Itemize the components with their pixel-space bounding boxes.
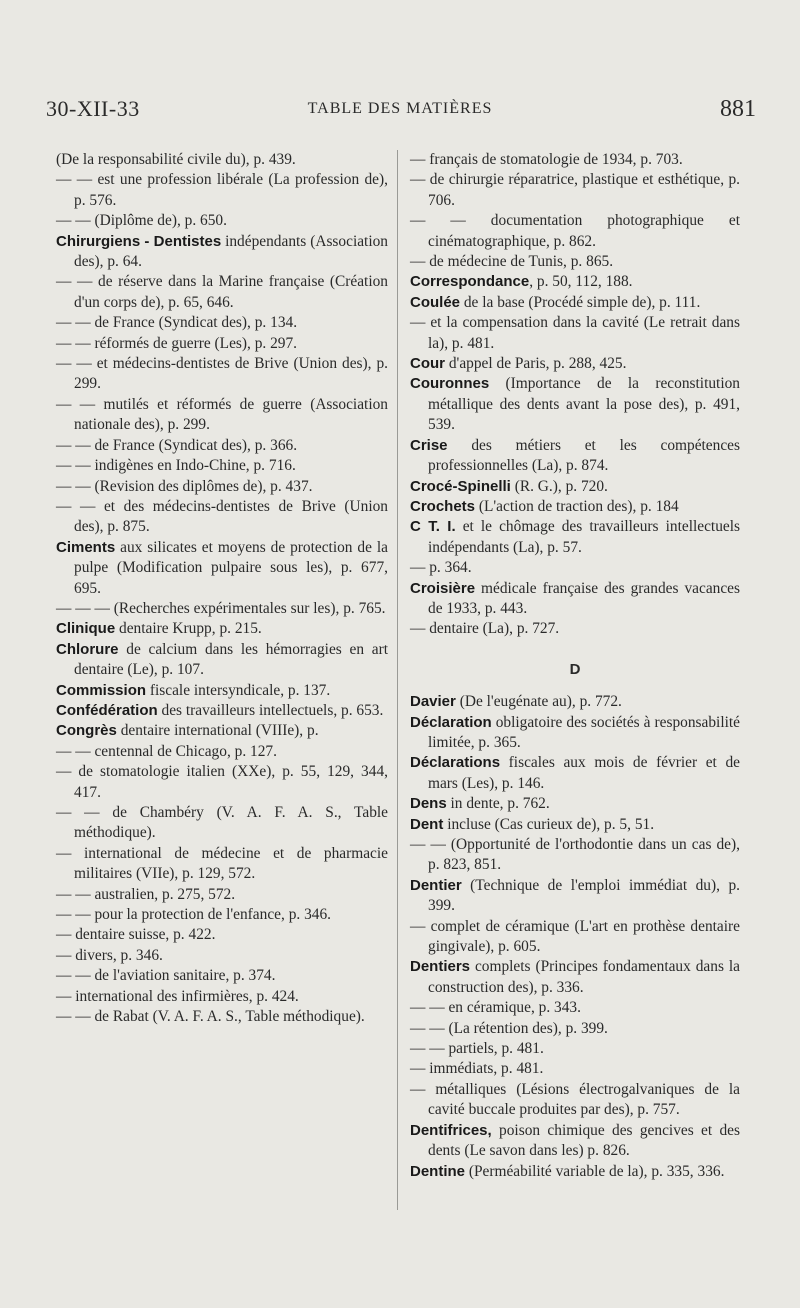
- entry-text: , p. 50, 112, 188.: [529, 273, 633, 291]
- index-entry: [410, 1019, 740, 1039]
- entry-text: — — (Diplôme de), p. 650.: [56, 212, 227, 230]
- index-entry: [410, 374, 740, 435]
- entry-text: — p. 364.: [410, 559, 472, 577]
- index-entry: [56, 844, 388, 885]
- entry-text: et le chômage des travailleurs intellectuels indépendants (La), p. 57.: [428, 518, 740, 556]
- index-entry: [410, 436, 740, 477]
- index-entry: [56, 354, 388, 395]
- index-entry: [56, 619, 388, 639]
- index-entry: [410, 211, 740, 252]
- index-entry: [410, 794, 740, 814]
- index-entry: [56, 905, 388, 925]
- entry-text: obligatoire des sociétés à responsabilité limitée, p. 365.: [428, 713, 740, 751]
- entry-keyword: Cour: [410, 355, 445, 373]
- index-entry: [56, 334, 388, 354]
- entry-text: — complet de céramique (L'art en prothèse dentaire gingivale), p. 605.: [410, 917, 740, 956]
- entry-text: — métalliques (Lésions électrogalvaniques de la cavité buccale produites par des), p. 757.: [410, 1080, 740, 1119]
- entry-keyword: Croisière: [410, 579, 476, 597]
- entry-text: — — et médecins-dentistes de Brive (Union des), p. 299.: [56, 355, 388, 393]
- index-entry: [410, 293, 740, 313]
- index-entry: [410, 957, 740, 998]
- entry-text: — — (Opportunité de l'orthodontie dans un cas de), p. 823, 851.: [410, 836, 740, 874]
- entry-text: — — — (Recherches expérimentales sur les), p. 765.: [56, 599, 386, 617]
- entry-text: poison chimique des gencives et des dents (Le savon dans les) p. 826.: [428, 1121, 740, 1160]
- entry-keyword: Confédération: [56, 701, 158, 719]
- entry-text: — — de réserve dans la Marine française (Création d'un corps de), p. 65, 646.: [56, 273, 388, 311]
- entry-text: — international des infirmières, p. 424.: [56, 987, 299, 1005]
- entry-text: des travailleurs intellectuels, p. 653.: [157, 701, 384, 719]
- index-entry: [410, 558, 740, 578]
- index-entry: [56, 232, 388, 273]
- index-entry: [56, 150, 388, 170]
- entry-text: — — de France (Syndicat des), p. 134.: [56, 314, 298, 332]
- index-entry: [410, 815, 740, 835]
- entry-text: (Perméabilité variable de la), p. 335, 336.: [465, 1162, 725, 1180]
- index-entry: [410, 753, 740, 794]
- entry-text: (Importance de la reconstitution métallique des dents avant la pose des), p. 491, 539.: [428, 375, 740, 434]
- entry-keyword: C T. I.: [410, 518, 456, 536]
- entry-keyword: Crocé-Spinelli: [410, 477, 511, 495]
- index-entry: [410, 497, 740, 517]
- column-divider: [397, 150, 398, 1210]
- entry-text: — de médecine de Tunis, p. 865.: [410, 253, 614, 271]
- entry-text: aux silicates et moyens de protection de la pulpe (Modification pulpaire sous les), p. 677, 695.: [74, 538, 388, 597]
- entry-keyword: Commission: [56, 681, 147, 699]
- index-entry: [410, 619, 740, 639]
- entry-text: — international de médecine et de pharmacie militaires (VIIe), p. 129, 572.: [56, 844, 388, 883]
- index-entry: [410, 170, 740, 211]
- entry-text: — — centennal de Chicago, p. 127.: [56, 742, 277, 760]
- index-entry: [410, 998, 740, 1018]
- index-entry: [56, 313, 388, 333]
- entry-keyword: Déclaration: [410, 713, 492, 731]
- index-entry: [56, 477, 388, 497]
- index-entry: [56, 803, 388, 844]
- entry-text: — — partiels, p. 481.: [410, 1040, 544, 1058]
- page-number: 881: [720, 96, 756, 122]
- index-entry: [56, 946, 388, 966]
- index-entry: [410, 1059, 740, 1079]
- entry-keyword: Dentifrices,: [410, 1121, 492, 1139]
- index-entry: [56, 762, 388, 803]
- entry-text: médicale française des grandes vacances de 1933, p. 443.: [428, 579, 740, 617]
- entry-keyword: Dens: [410, 795, 447, 813]
- entry-text: — dentaire (La), p. 727.: [410, 620, 560, 638]
- entry-text: — — de l'aviation sanitaire, p. 374.: [56, 967, 276, 985]
- entry-keyword: Crochets: [410, 497, 476, 515]
- index-entry: [410, 876, 740, 917]
- entry-text: — de stomatologie italien (XXe), p. 55, 129, 344, 417.: [56, 763, 388, 801]
- entry-text: d'appel de Paris, p. 288, 425.: [445, 355, 627, 373]
- running-header: [0, 96, 800, 130]
- entry-text: in dente, p. 762.: [446, 795, 550, 813]
- entry-text: — — (La rétention des), p. 399.: [410, 1019, 608, 1037]
- entry-text: — dentaire suisse, p. 422.: [56, 926, 216, 944]
- index-entry: [56, 701, 388, 721]
- entry-text: dentaire Krupp, p. 215.: [115, 620, 262, 638]
- index-entry: [56, 925, 388, 945]
- entry-text: — — et des médecins-dentistes de Brive (Union des), p. 875.: [56, 497, 388, 536]
- entry-text: (De l'eugénate au), p. 772.: [455, 693, 622, 711]
- entry-text: indépendants (Association des), p. 64.: [74, 232, 389, 271]
- entry-text: — — indigènes en Indo-Chine, p. 716.: [56, 457, 296, 475]
- entry-keyword: Ciments: [56, 538, 116, 556]
- index-entry: [56, 742, 388, 762]
- index-entry: [410, 835, 740, 876]
- entry-text: fiscales aux mois de février et de mars (Les), p. 146.: [428, 754, 740, 792]
- index-entry: [410, 579, 740, 620]
- index-entry: [56, 599, 388, 619]
- index-entry: [410, 252, 740, 272]
- entry-keyword: Dentine: [410, 1162, 466, 1180]
- entry-text: (L'action de traction des), p. 184: [475, 497, 679, 515]
- entry-keyword: Dentiers: [410, 958, 471, 976]
- entry-text: — divers, p. 346.: [56, 946, 163, 964]
- entry-text: (Technique de l'emploi immédiat du), p. 399.: [428, 876, 740, 915]
- entry-keyword: Chlorure: [56, 640, 119, 658]
- entry-keyword: Couronnes: [410, 375, 490, 393]
- entry-text: de la base (Procédé simple de), p. 111.: [460, 293, 701, 311]
- index-entry: [56, 640, 388, 681]
- entry-text: — — australien, p. 275, 572.: [56, 885, 236, 903]
- entry-keyword: Dent: [410, 815, 444, 833]
- entry-keyword: Correspondance: [410, 273, 530, 291]
- entry-text: — et la compensation dans la cavité (Le retrait dans la), p. 481.: [410, 314, 740, 352]
- index-entry: [56, 1007, 388, 1027]
- entry-text: — — documentation photographique et cinématographique, p. 862.: [410, 212, 740, 250]
- header-title: TABLE DES MATIÈRES: [307, 100, 493, 117]
- entry-text: incluse (Cas curieux de), p. 5, 51.: [443, 815, 655, 833]
- entry-text: des métiers et les compétences professionnelles (La), p. 874.: [428, 436, 740, 475]
- index-entry: [56, 456, 388, 476]
- index-entry: [410, 917, 740, 958]
- entry-text: — — de France (Syndicat des), p. 366.: [56, 436, 298, 454]
- index-entry: [56, 211, 388, 231]
- entry-keyword: Chirurgiens - Dentistes: [56, 232, 222, 250]
- index-entry: [56, 538, 388, 599]
- entry-text: — — mutilés et réformés de guerre (Association nationale des), p. 299.: [56, 395, 388, 434]
- entry-text: dentaire international (VIIIe), p.: [116, 722, 319, 740]
- entry-keyword: Davier: [410, 693, 456, 711]
- entry-keyword: Dentier: [410, 876, 462, 894]
- index-entry: [56, 497, 388, 538]
- index-entry: [410, 272, 740, 292]
- index-entry: [410, 1039, 740, 1059]
- index-entry: [410, 313, 740, 354]
- entry-text: de calcium dans les hémorragies en art dentaire (Le), p. 107.: [74, 640, 388, 679]
- index-entry: [410, 713, 740, 754]
- entry-text: — — de Rabat (V. A. F. A. S., Table méthodique).: [56, 1008, 365, 1026]
- entry-text: fiscale intersyndicale, p. 137.: [146, 681, 331, 699]
- index-entry: [410, 354, 740, 374]
- index-entry: [56, 681, 388, 701]
- entry-text: — — est une profession libérale (La profession de), p. 576.: [56, 171, 388, 209]
- entry-text: (De la responsabilité civile du), p. 439.: [56, 151, 296, 168]
- index-entry: [410, 477, 740, 497]
- index-entry: [56, 885, 388, 905]
- index-entry: [56, 395, 388, 436]
- index-entry: [410, 517, 740, 558]
- index-entry: [410, 1162, 740, 1182]
- entry-text: — — de Chambéry (V. A. F. A. S., Table méthodique).: [56, 804, 388, 842]
- entry-text: — immédiats, p. 481.: [410, 1060, 544, 1078]
- entry-text: — — réformés de guerre (Les), p. 297.: [56, 334, 298, 352]
- index-entry: [56, 170, 388, 211]
- entry-text: complets (Principes fondamentaux dans la construction des), p. 336.: [428, 958, 740, 996]
- entry-text: — français de stomatologie de 1934, p. 703.: [410, 151, 683, 168]
- index-entry: [410, 1121, 740, 1162]
- entry-text: (R. G.), p. 720.: [510, 477, 608, 495]
- index-entry: [56, 966, 388, 986]
- index-entry: [56, 436, 388, 456]
- entry-keyword: Clinique: [56, 620, 116, 638]
- entry-keyword: Coulée: [410, 293, 461, 311]
- entry-text: — — (Revision des diplômes de), p. 437.: [56, 477, 313, 495]
- index-entry: [410, 692, 740, 712]
- left-column: [56, 150, 388, 1027]
- index-entry: [410, 150, 740, 170]
- index-entry: [410, 1080, 740, 1121]
- section-letter-heading: D: [569, 660, 581, 678]
- index-entry: [56, 987, 388, 1007]
- index-entry: [56, 272, 388, 313]
- right-column: [410, 150, 740, 1182]
- entry-text: — — pour la protection de l'enfance, p. 346.: [56, 906, 332, 924]
- entry-text: — — en céramique, p. 343.: [410, 999, 581, 1017]
- entry-text: — de chirurgie réparatrice, plastique et esthétique, p. 706.: [410, 171, 740, 209]
- entry-keyword: Congrès: [56, 722, 117, 740]
- index-entry: [56, 721, 388, 741]
- entry-keyword: Crise: [410, 436, 448, 454]
- entry-keyword: Déclarations: [410, 754, 501, 772]
- header-date: 30-XII-33: [46, 96, 140, 121]
